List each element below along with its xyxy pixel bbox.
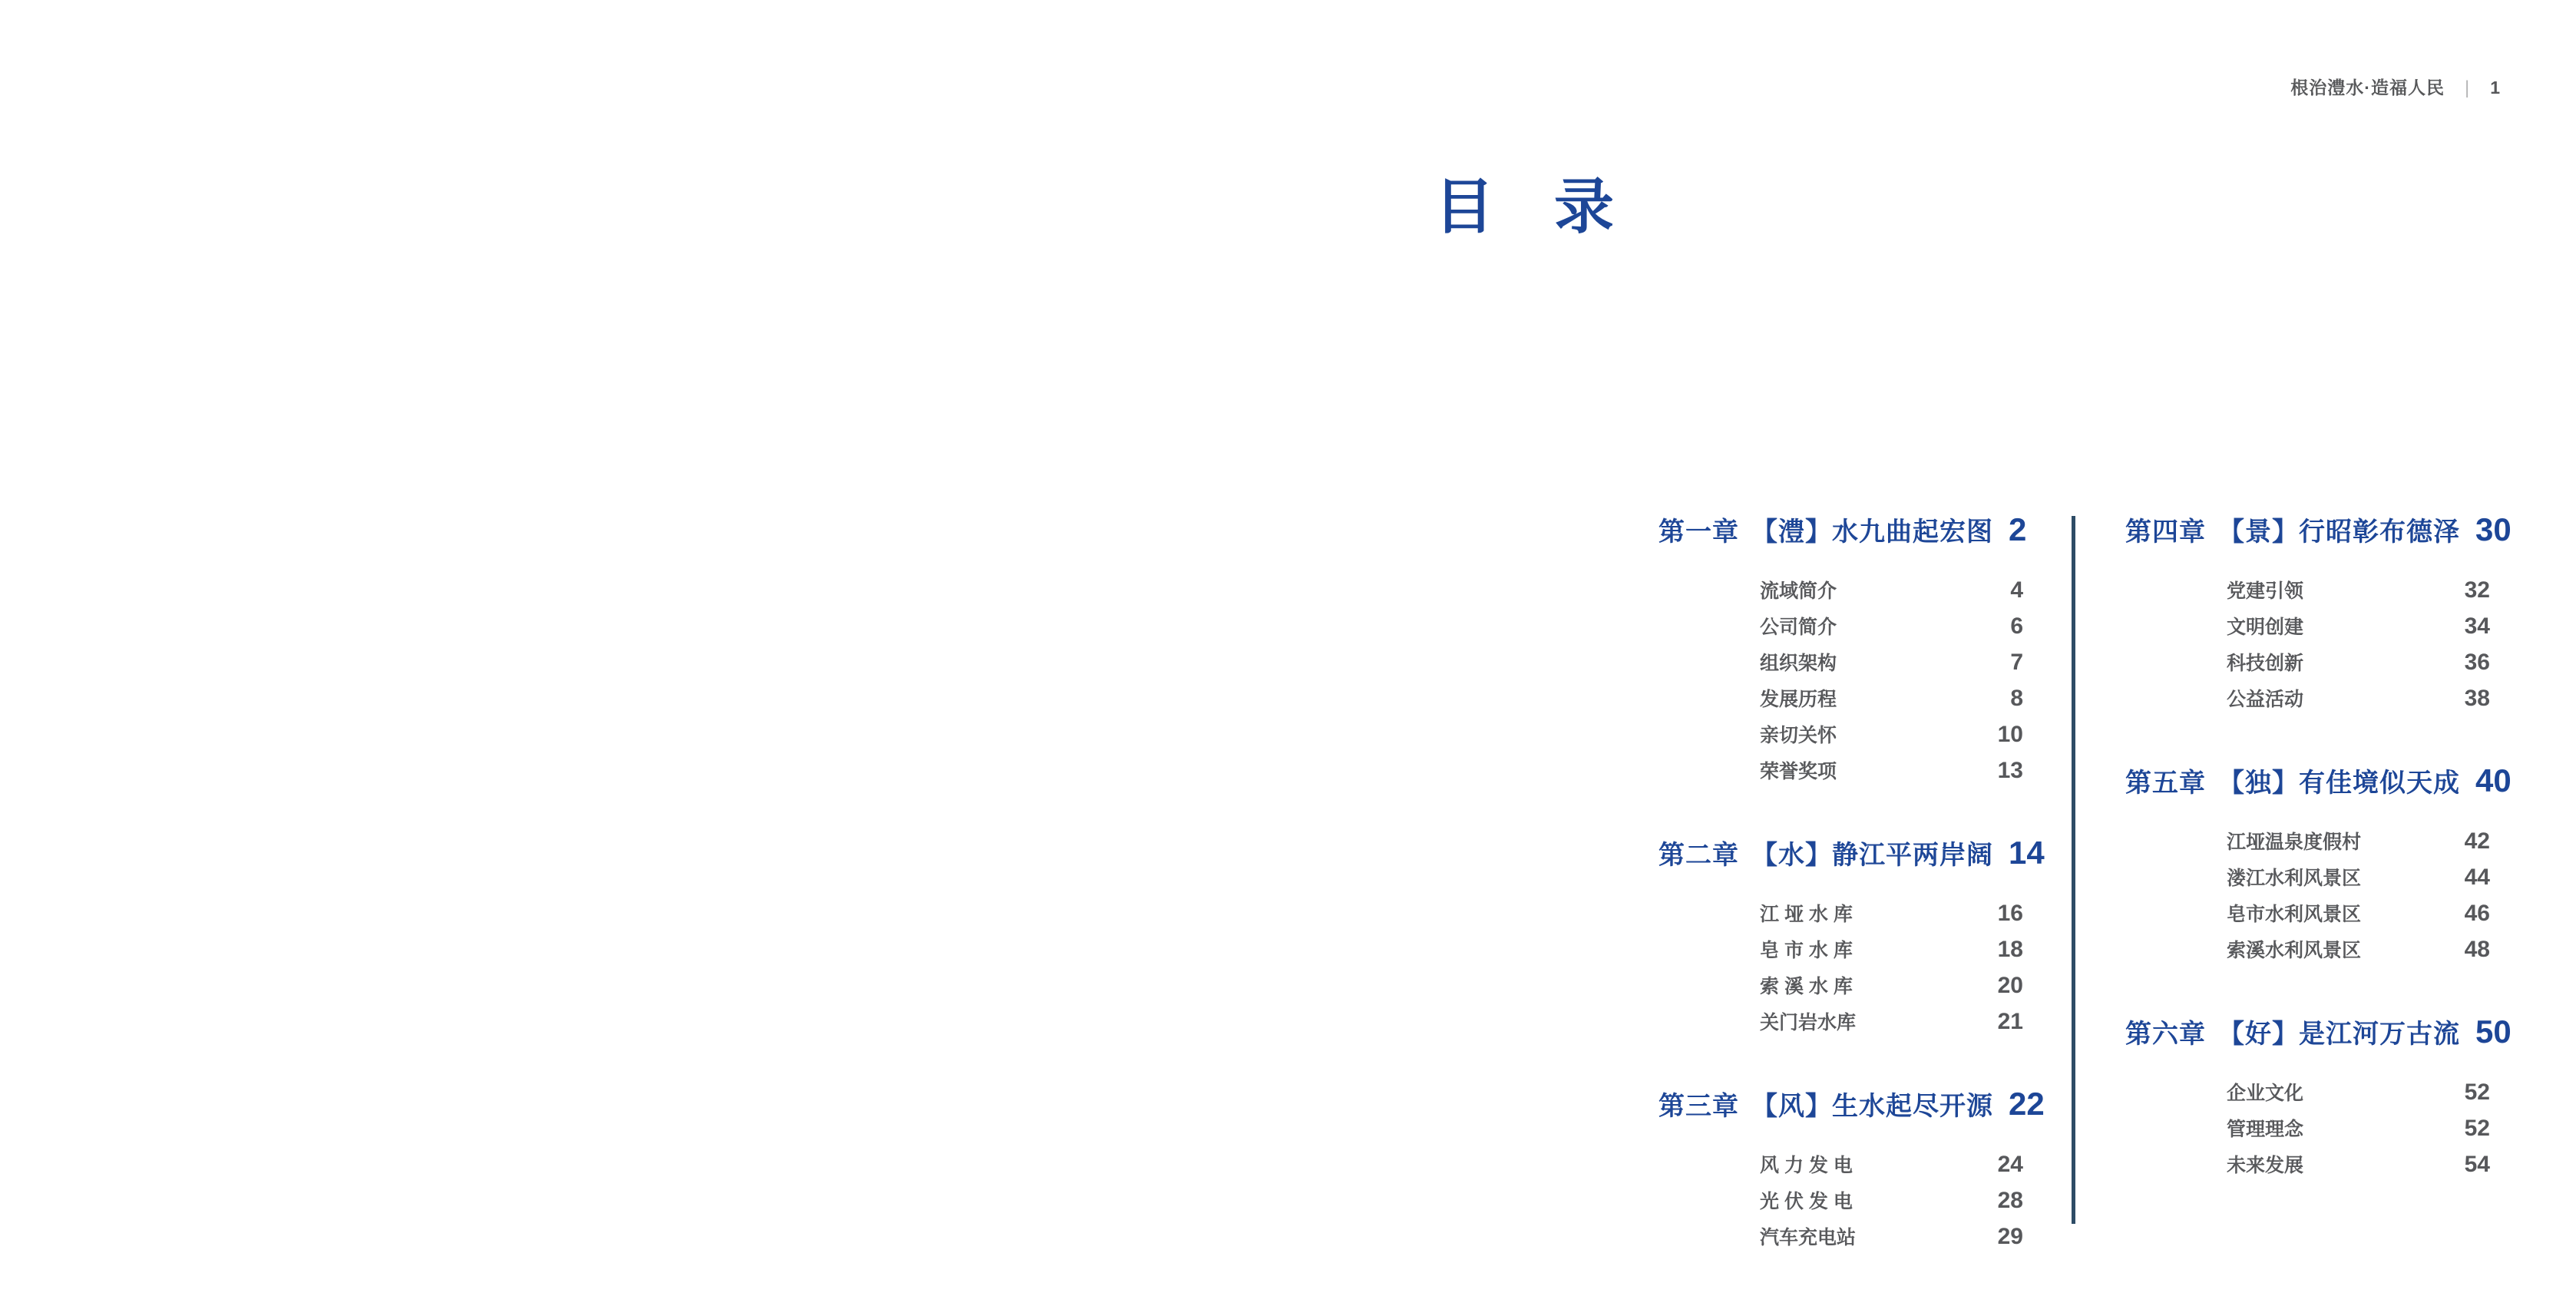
toc-entry[interactable] bbox=[2125, 860, 2490, 896]
toc-chapter-number-label: 第四章 bbox=[2125, 517, 2206, 547]
toc-entry-page-number: 28 bbox=[1997, 1188, 2023, 1213]
toc-entry-label: 索 溪 水 库 bbox=[1760, 976, 1853, 997]
toc-entry[interactable] bbox=[1658, 896, 2023, 932]
toc-entry-page-number: 38 bbox=[2464, 686, 2490, 711]
toc-entry[interactable] bbox=[1658, 573, 2023, 609]
toc-entry[interactable] bbox=[1658, 717, 2023, 753]
toc-entry-page-number: 20 bbox=[1997, 973, 2023, 998]
toc-chapter-heading[interactable] bbox=[1658, 835, 2045, 873]
toc-chapter bbox=[1658, 835, 2045, 1040]
toc-chapter bbox=[2125, 1013, 2512, 1183]
header-slogan: 根治澧水·造福人民 bbox=[2290, 78, 2445, 98]
toc-entry-label: 管理理念 bbox=[2227, 1119, 2304, 1140]
toc-entry[interactable] bbox=[2125, 573, 2490, 609]
toc-chapter-number-label: 第三章 bbox=[1658, 1092, 1739, 1121]
toc-entry[interactable] bbox=[1658, 645, 2023, 681]
toc-entry-label: 荣誉奖项 bbox=[1760, 761, 1837, 782]
toc-entry-page-number: 44 bbox=[2464, 865, 2490, 890]
toc-chapter-page-number: 2 bbox=[2009, 511, 2027, 547]
toc-chapter-title: 【好】是江河万古流 bbox=[2218, 1020, 2460, 1049]
toc-entry-page-number: 6 bbox=[2010, 613, 2023, 639]
toc-entry-label: 未来发展 bbox=[2227, 1155, 2304, 1176]
toc-entry-label: 党建引领 bbox=[2227, 580, 2304, 602]
toc-entry-page-number: 24 bbox=[1997, 1152, 2023, 1177]
toc-entry-label: 组织架构 bbox=[1760, 653, 1837, 674]
toc-chapter-page-number: 14 bbox=[2009, 835, 2045, 871]
toc-chapter bbox=[2125, 762, 2512, 968]
toc-entry[interactable] bbox=[1658, 1183, 2023, 1219]
toc-entry-page-number: 18 bbox=[1997, 937, 2023, 962]
toc-entry[interactable] bbox=[2125, 609, 2490, 645]
toc-entry-label: 皂 市 水 库 bbox=[1760, 940, 1853, 961]
toc-entry[interactable] bbox=[2125, 932, 2490, 968]
toc-chapter bbox=[2125, 511, 2512, 717]
toc-chapter-entries bbox=[1658, 573, 2023, 789]
toc-entry[interactable] bbox=[1658, 932, 2023, 968]
toc-entry[interactable] bbox=[2125, 896, 2490, 932]
toc-entry-page-number: 29 bbox=[1997, 1224, 2023, 1249]
toc-chapter bbox=[1658, 1086, 2045, 1255]
toc-entry-label: 江垭温泉度假村 bbox=[2227, 832, 2362, 853]
toc-chapter-number-label: 第二章 bbox=[1658, 841, 1739, 870]
toc-chapter bbox=[1658, 511, 2027, 789]
toc-entry-page-number: 54 bbox=[2464, 1152, 2490, 1177]
toc-entry-label: 亲切关怀 bbox=[1760, 725, 1837, 746]
toc-chapter-title: 【水】静江平两岸阔 bbox=[1751, 841, 1993, 870]
toc-chapter-page-number: 30 bbox=[2475, 511, 2512, 547]
toc-chapter-heading[interactable] bbox=[2125, 1013, 2512, 1052]
toc-column-left bbox=[1658, 511, 2045, 1301]
toc-entry-label: 流域简介 bbox=[1760, 580, 1837, 602]
toc-entry[interactable] bbox=[1658, 681, 2023, 717]
toc-entry[interactable] bbox=[2125, 645, 2490, 681]
toc-entry[interactable] bbox=[1658, 1147, 2023, 1183]
toc-entry-page-number: 16 bbox=[1997, 901, 2023, 926]
toc-chapter-title: 【澧】水九曲起宏图 bbox=[1751, 517, 1993, 547]
toc-entry-page-number: 10 bbox=[1997, 722, 2023, 747]
toc-chapter-heading[interactable] bbox=[2125, 511, 2512, 550]
toc-entry[interactable] bbox=[2125, 681, 2490, 717]
toc-entry-label: 发展历程 bbox=[1760, 689, 1837, 710]
toc-chapter-page-number: 22 bbox=[2009, 1086, 2045, 1122]
toc-chapter-entries bbox=[2125, 573, 2490, 717]
toc-chapter-heading[interactable] bbox=[1658, 1086, 2045, 1124]
toc-entry[interactable] bbox=[1658, 1219, 2023, 1255]
toc-entry-page-number: 7 bbox=[2010, 650, 2023, 675]
toc-entry-label: 风 力 发 电 bbox=[1760, 1155, 1853, 1176]
toc-chapter-entries bbox=[1658, 896, 2023, 1040]
toc-chapter-title: 【景】行昭彰布德泽 bbox=[2218, 517, 2460, 547]
running-header bbox=[2290, 74, 2501, 99]
toc-entry-label: 公司简介 bbox=[1760, 617, 1837, 638]
toc-entry-label: 汽车充电站 bbox=[1760, 1227, 1857, 1248]
toc-entry-page-number: 52 bbox=[2464, 1116, 2490, 1141]
toc-chapter-heading[interactable] bbox=[1658, 511, 2027, 550]
toc-entry-page-number: 32 bbox=[2464, 577, 2490, 603]
toc-entry-page-number: 8 bbox=[2010, 686, 2023, 711]
header-separator: | bbox=[2464, 78, 2471, 98]
toc-entry-page-number: 52 bbox=[2464, 1080, 2490, 1105]
toc-entry[interactable] bbox=[2125, 824, 2490, 860]
toc-chapter-number-label: 第六章 bbox=[2125, 1020, 2206, 1049]
toc-chapter-page-number: 50 bbox=[2475, 1013, 2512, 1050]
toc-chapter-page-number: 40 bbox=[2475, 762, 2512, 798]
toc-chapter-number-label: 第五章 bbox=[2125, 769, 2206, 798]
toc-entry-label: 光 伏 发 电 bbox=[1760, 1191, 1853, 1212]
toc-entry[interactable] bbox=[2125, 1075, 2490, 1111]
toc-chapter-title: 【风】生水起尽开源 bbox=[1751, 1092, 1993, 1121]
toc-column-right bbox=[2125, 511, 2512, 1229]
toc-entry-page-number: 13 bbox=[1997, 758, 2023, 783]
toc-entry[interactable] bbox=[1658, 968, 2023, 1004]
toc-entry-page-number: 42 bbox=[2464, 828, 2490, 854]
header-page-number: 1 bbox=[2490, 78, 2501, 98]
toc-entry-label: 文明创建 bbox=[2227, 617, 2304, 638]
toc-chapter-heading[interactable] bbox=[2125, 762, 2512, 801]
toc-entry-page-number: 36 bbox=[2464, 650, 2490, 675]
toc-entry-label: 皂市水利风景区 bbox=[2227, 904, 2362, 925]
toc-entry-label: 关门岩水库 bbox=[1760, 1012, 1857, 1033]
toc-chapter-number-label: 第一章 bbox=[1658, 517, 1739, 547]
toc-entry-label: 索溪水利风景区 bbox=[2227, 940, 2362, 961]
toc-entry[interactable] bbox=[1658, 609, 2023, 645]
toc-entry-page-number: 46 bbox=[2464, 901, 2490, 926]
page-title: 目 录 bbox=[1434, 173, 1615, 240]
toc-chapter-entries bbox=[2125, 824, 2490, 968]
column-divider bbox=[2072, 516, 2075, 1224]
toc-chapter-title: 【独】有佳境似天成 bbox=[2218, 769, 2460, 798]
toc-entry-label: 企业文化 bbox=[2227, 1083, 2304, 1104]
toc-entry-label: 科技创新 bbox=[2227, 653, 2304, 674]
toc-entry[interactable] bbox=[2125, 1147, 2490, 1183]
toc-entry[interactable] bbox=[1658, 1004, 2023, 1040]
toc-entry[interactable] bbox=[1658, 753, 2023, 789]
toc-entry-label: 江 垭 水 库 bbox=[1760, 904, 1853, 925]
toc-entry-page-number: 21 bbox=[1997, 1009, 2023, 1034]
toc-entry-page-number: 34 bbox=[2464, 613, 2490, 639]
toc-entry-page-number: 4 bbox=[2010, 577, 2023, 603]
toc-chapter-entries bbox=[1658, 1147, 2023, 1255]
toc-chapter-entries bbox=[2125, 1075, 2490, 1183]
toc-entry-label: 公益活动 bbox=[2227, 689, 2304, 710]
toc-entry[interactable] bbox=[2125, 1111, 2490, 1147]
toc-entry-page-number: 48 bbox=[2464, 937, 2490, 962]
toc-entry-label: 溇江水利风景区 bbox=[2227, 868, 2362, 889]
